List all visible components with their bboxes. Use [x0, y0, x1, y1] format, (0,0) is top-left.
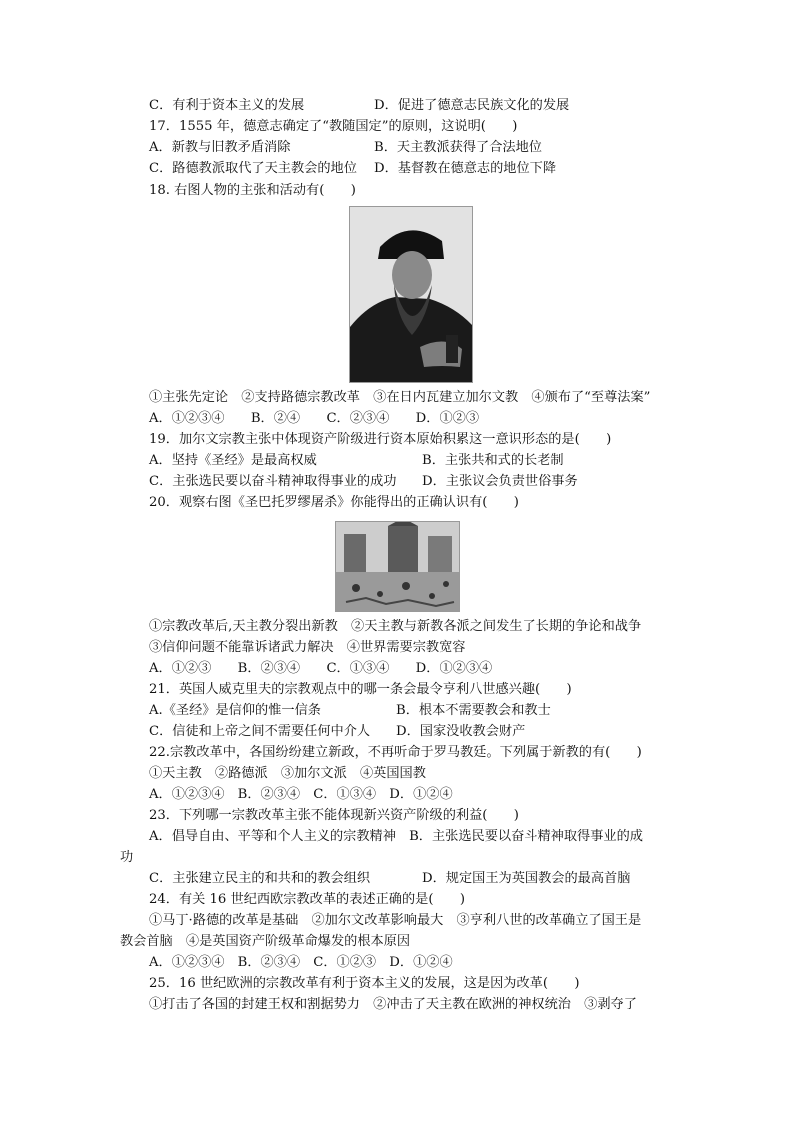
q23-option-c: C．主张建立民主的和共和的教会组织 [149, 871, 371, 886]
q24-statements-1: ①马丁·路德的改革是基础 ②加尔文改革影响最大 ③亨利八世的改革确立了国王是 [149, 913, 642, 928]
q17-stem: 17．1555 年，德意志确定了“教随国定”的原则，这说明( ) [149, 119, 518, 134]
q23-option-d: D．规定国王为英国教会的最高首脑 [422, 871, 631, 886]
q21-option-b: B．根本不需要教会和教士 [396, 703, 551, 718]
portrait-illustration [350, 207, 472, 382]
q24-stem: 24．有关 16 世纪西欧宗教改革的表述正确的是( ) [149, 892, 465, 907]
q16-option-d: D．促进了德意志民族文化的发展 [374, 98, 570, 113]
q19-option-c: C．主张选民要以奋斗精神取得事业的成功 [149, 474, 397, 489]
massacre-painting-image [335, 521, 460, 612]
q17-option-c: C．路德教派取代了天主教会的地位 [149, 161, 357, 176]
painting-illustration [336, 522, 459, 611]
q25-stem: 25．16 世纪欧洲的宗教改革有利于资本主义的发展，这是因为改革( ) [149, 976, 580, 991]
q21-stem: 21．英国人威克里夫的宗教观点中的哪一条会最令亨利八世感兴趣( ) [149, 682, 572, 697]
q24-statements-2: 教会首脑 ④是英国资产阶级革命爆发的根本原因 [120, 934, 411, 949]
q16-option-c: C．有利于资本主义的发展 [149, 98, 305, 113]
q23-option-ab: A．倡导自由、平等和个人主义的宗教精神 B．主张选民要以奋斗精神取得事业的成 [149, 829, 643, 844]
q21-option-a: A.《圣经》是信仰的惟一信条 [149, 703, 321, 718]
q21-option-d: D．国家没收教会财产 [396, 724, 526, 739]
q22-statements: ①天主教 ②路德派 ③加尔文派 ④英国国教 [149, 766, 426, 781]
q17-option-b: B．天主教派获得了合法地位 [374, 140, 542, 155]
q19-option-b: B．主张共和式的长老制 [422, 453, 564, 468]
q20-statements-2: ③信仰问题不能靠诉诸武力解决 ④世界需要宗教宽容 [149, 640, 466, 655]
q22-options: A．①②③④ B．②③④ C．①③④ D．①②④ [149, 787, 453, 802]
q20-options: A．①②③ B．②③④ C．①③④ D．①②③④ [149, 661, 493, 676]
q20-stem: 20．观察右图《圣巴托罗缪屠杀》你能得出的正确认识有( ) [149, 495, 519, 510]
q25-statements: ①打击了各国的封建王权和割据势力 ②冲击了天主教在欧洲的神权统治 ③剥夺了 [149, 997, 637, 1012]
q21-option-c: C．信徒和上帝之间不需要任何中介人 [149, 724, 371, 739]
calvin-portrait-image [349, 206, 473, 383]
q22-stem: 22.宗教改革中，各国纷纷建立新政，不再听命于罗马教廷。下列属于新教的有( ) [149, 745, 642, 760]
q20-statements-1: ①宗教改革后,天主教分裂出新教 ②天主教与新教各派之间发生了长期的争论和战争 [149, 619, 642, 634]
q19-option-d: D．主张议会负责世俗事务 [422, 474, 578, 489]
q19-stem: 19．加尔文宗教主张中体现资产阶级进行资本原始积累这一意识形态的是( ) [149, 432, 612, 447]
q23-stem: 23．下列哪一宗教改革主张不能体现新兴资产阶级的利益( ) [149, 808, 519, 823]
q19-option-a: A．坚持《圣经》是最高权威 [149, 453, 317, 468]
q18-options: A．①②③④ B．②④ C．②③④ D．①②③ [149, 411, 480, 426]
q24-options: A．①②③④ B．②③④ C．①②③ D．①②④ [149, 955, 453, 970]
q18-stem: 18. 右图人物的主张和活动有( ) [149, 183, 356, 198]
q23-option-b-wrap: 功 [120, 850, 134, 865]
q17-option-a: A．新教与旧教矛盾消除 [149, 140, 291, 155]
q18-statements: ①主张先定论 ②支持路德宗教改革 ③在日内瓦建立加尔文教 ④颁布了“至尊法案” [149, 390, 651, 405]
q17-option-d: D．基督教在德意志的地位下降 [374, 161, 557, 176]
